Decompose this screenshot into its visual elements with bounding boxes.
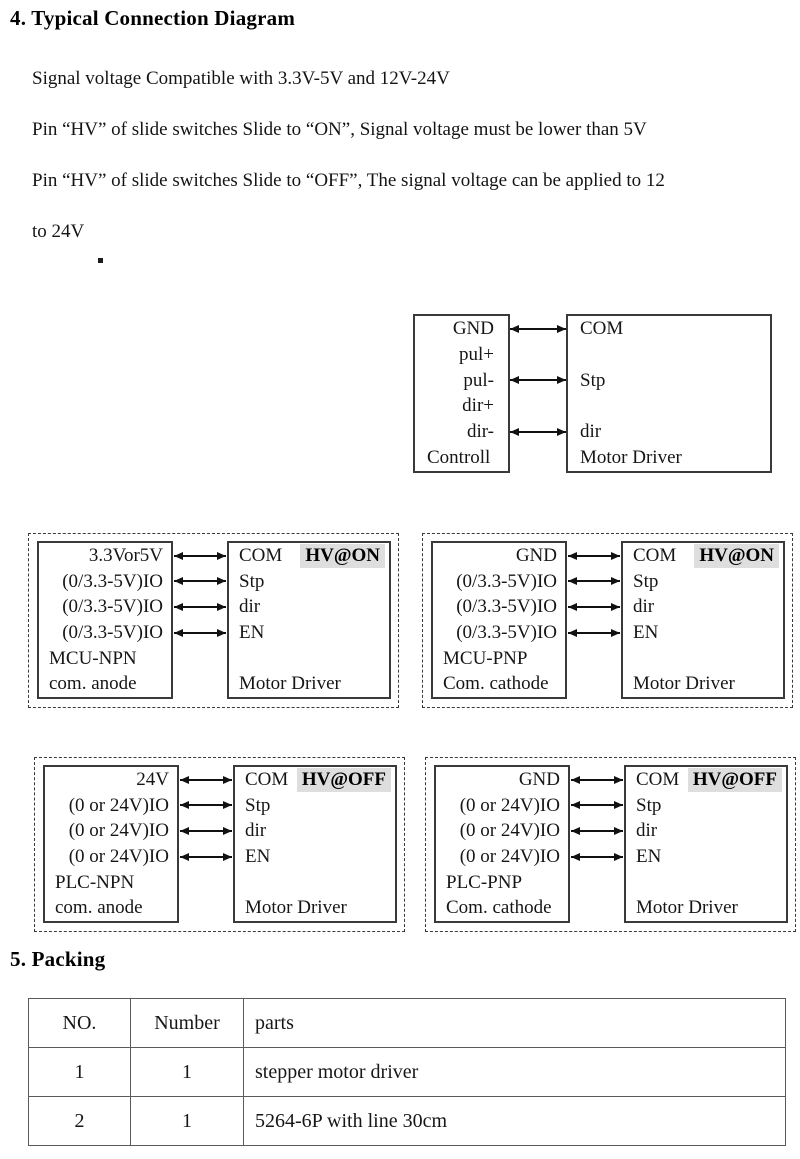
paragraph-to-24v: to 24V xyxy=(32,221,85,242)
paragraph-hv-off: Pin “HV” of slide switches Slide to “OFF”, The signal voltage can be applied to 12 xyxy=(32,170,665,191)
table-header-cell: parts xyxy=(244,999,786,1048)
bidirectional-arrow-icon xyxy=(180,804,232,806)
pin-label: (0 or 24V)IO xyxy=(459,794,560,816)
pin-label: (0 or 24V)IO xyxy=(68,845,169,867)
paragraph-signal-voltage: Signal voltage Compatible with 3.3V-5V and 12V-24V xyxy=(32,68,450,89)
bidirectional-arrow-icon xyxy=(568,632,620,634)
pin-label: Stp xyxy=(239,570,265,592)
motor-driver-box xyxy=(227,541,391,699)
pin-label: EN xyxy=(633,621,659,643)
hv-mode-badge: HV@OFF xyxy=(297,768,391,792)
table-cell: stepper motor driver xyxy=(244,1048,786,1097)
pin-label: (0/3.3-5V)IO xyxy=(456,570,557,592)
pin-label: (0/3.3-5V)IO xyxy=(62,570,163,592)
pin-label: 3.3Vor5V xyxy=(88,544,163,566)
pin-label: EN xyxy=(239,621,265,643)
bidirectional-arrow-icon xyxy=(571,804,623,806)
pin-label: (0/3.3-5V)IO xyxy=(62,596,163,618)
pin-label: dir xyxy=(633,596,655,618)
table-cell: 1 xyxy=(29,1048,131,1097)
pin-label: (0/3.3-5V)IO xyxy=(456,596,557,618)
motor-driver-box xyxy=(621,541,785,699)
pin-label: dir xyxy=(245,820,267,842)
section-5-heading: 5. Packing xyxy=(10,947,106,971)
section-4-heading: 4. Typical Connection Diagram xyxy=(10,6,296,30)
box-title: Motor Driver xyxy=(239,673,341,695)
bidirectional-arrow-icon xyxy=(571,779,623,781)
box-title: Motor Driver xyxy=(245,897,347,919)
pin-label: (0/3.3-5V)IO xyxy=(62,621,163,643)
hv-mode-badge: HV@OFF xyxy=(688,768,782,792)
bidirectional-arrow-icon xyxy=(571,830,623,832)
controller-box xyxy=(413,314,510,473)
pin-label: COM xyxy=(633,544,677,566)
pin-label: Stp xyxy=(580,369,606,391)
table-header-cell: Number xyxy=(131,999,244,1048)
paragraph-hv-on: Pin “HV” of slide switches Slide to “ON”, Signal voltage must be lower than 5V xyxy=(32,119,647,140)
pin-label: (0 or 24V)IO xyxy=(68,794,169,816)
motor-driver-box xyxy=(233,765,397,923)
box-title: PLC-NPN xyxy=(55,871,135,893)
bidirectional-arrow-icon xyxy=(174,580,226,582)
bidirectional-arrow-icon xyxy=(180,856,232,858)
mcu-pnp-box xyxy=(431,541,567,699)
bidirectional-arrow-icon xyxy=(571,856,623,858)
table-row xyxy=(29,1097,786,1146)
table-row xyxy=(29,1048,786,1097)
diagram-plc-pnp xyxy=(425,757,796,932)
bidirectional-arrow-icon xyxy=(174,555,226,557)
table-cell: 2 xyxy=(29,1097,131,1146)
box-title: Motor Driver xyxy=(633,673,735,695)
bidirectional-arrow-icon xyxy=(180,779,232,781)
box-title: MCU-NPN xyxy=(49,647,137,669)
table-cell: 1 xyxy=(131,1048,244,1097)
bidirectional-arrow-icon xyxy=(568,606,620,608)
pin-label: dir xyxy=(636,820,658,842)
pin-label: (0 or 24V)IO xyxy=(68,820,169,842)
box-subtitle: com. anode xyxy=(49,673,137,695)
plc-npn-box xyxy=(43,765,179,923)
pin-label: COM xyxy=(239,544,283,566)
table-cell: 1 xyxy=(131,1097,244,1146)
stray-dot xyxy=(98,258,103,263)
bidirectional-arrow-icon xyxy=(510,431,566,433)
pin-label: EN xyxy=(636,845,662,867)
motor-driver-box xyxy=(566,314,772,473)
table-header-row xyxy=(29,999,786,1048)
box-subtitle: Com. cathode xyxy=(446,897,552,919)
bidirectional-arrow-icon xyxy=(510,379,566,381)
pin-label: GND xyxy=(515,544,557,566)
bidirectional-arrow-icon xyxy=(174,606,226,608)
box-title: Motor Driver xyxy=(580,447,682,469)
pin-label: dir xyxy=(580,421,602,443)
plc-pnp-box xyxy=(434,765,570,923)
bidirectional-arrow-icon xyxy=(568,555,620,557)
pin-label: GND xyxy=(518,768,560,790)
pin-label: (0 or 24V)IO xyxy=(459,820,560,842)
packing-table xyxy=(28,998,786,1146)
table-header-cell: NO. xyxy=(29,999,131,1048)
bidirectional-arrow-icon xyxy=(510,328,566,330)
pin-label: (0/3.3-5V)IO xyxy=(456,621,557,643)
diagram-plc-npn xyxy=(34,757,405,932)
pin-label: dir- xyxy=(466,421,494,443)
bidirectional-arrow-icon xyxy=(180,830,232,832)
pin-label: 24V xyxy=(136,768,169,790)
table-cell: 5264-6P with line 30cm xyxy=(244,1097,786,1146)
mcu-npn-box xyxy=(37,541,173,699)
box-subtitle: com. anode xyxy=(55,897,143,919)
pin-label: COM xyxy=(245,768,289,790)
bidirectional-arrow-icon xyxy=(174,632,226,634)
pin-label: pul+ xyxy=(459,343,494,365)
pin-label: Stp xyxy=(636,794,662,816)
box-subtitle: Com. cathode xyxy=(443,673,549,695)
hv-mode-badge: HV@ON xyxy=(300,544,385,568)
pin-label: COM xyxy=(636,768,680,790)
diagram-mcu-npn xyxy=(28,533,399,708)
pin-label: Stp xyxy=(633,570,659,592)
pin-label: Stp xyxy=(245,794,271,816)
pin-label: dir+ xyxy=(462,395,494,417)
bidirectional-arrow-icon xyxy=(568,580,620,582)
pin-label: EN xyxy=(245,845,271,867)
pin-label: (0 or 24V)IO xyxy=(459,845,560,867)
box-title: MCU-PNP xyxy=(443,647,528,669)
box-title: Motor Driver xyxy=(636,897,738,919)
box-title: Controll xyxy=(427,447,491,469)
pin-label: COM xyxy=(580,317,624,339)
box-title: PLC-PNP xyxy=(446,871,523,893)
motor-driver-box xyxy=(624,765,788,923)
hv-mode-badge: HV@ON xyxy=(694,544,779,568)
diagram-mcu-pnp xyxy=(422,533,793,708)
pin-label: pul- xyxy=(463,369,494,391)
pin-label: GND xyxy=(452,317,494,339)
pin-label: dir xyxy=(239,596,261,618)
